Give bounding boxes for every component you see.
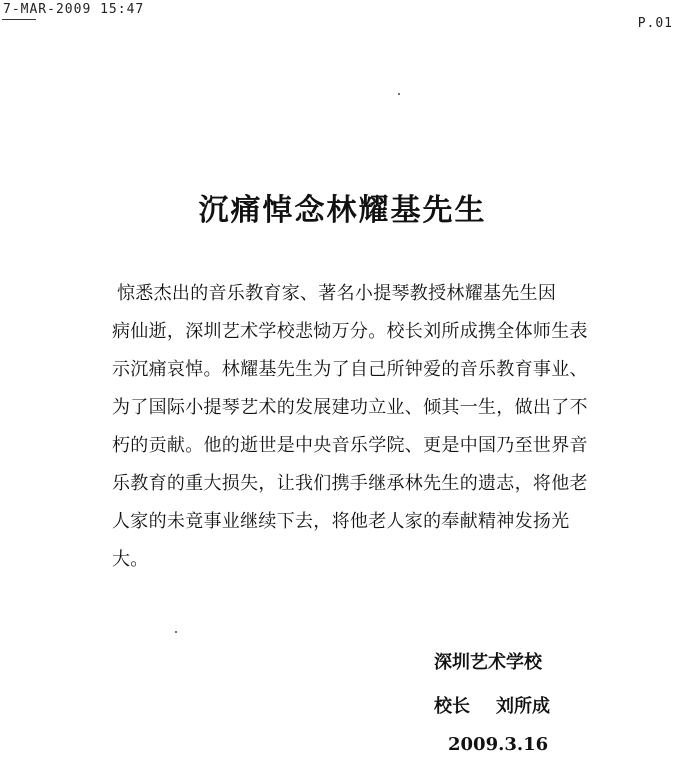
memorial-body [112,275,632,579]
signature-name: 刘所成 [496,696,550,717]
body-line: 为了国际小提琴艺术的发展建功立业、倾其一生，做出了不 [112,397,588,418]
signature-organization: 深圳艺术学校 [434,652,542,673]
signature-date: 2009.3.16 [448,734,549,755]
fax-page-number: P.01 [637,16,673,31]
scan-speck [175,631,177,633]
body-line: 惊悉杰出的音乐教育家、著名小提琴教授林耀基先生因 [117,283,557,304]
fax-underline-mark [2,19,36,20]
body-line: 朽的贡献。他的逝世是中央音乐学院、更是中国乃至世界音 [112,435,588,456]
scan-speck [398,93,400,95]
body-line: 病仙逝，深圳艺术学校悲恸万分。校长刘所成携全体师生表 [112,321,588,342]
body-line: 示沉痛哀悼。林耀基先生为了自己所钟爱的音乐教育事业、 [112,359,588,380]
fax-timestamp: 7-MAR-2009 15:47 [3,2,145,17]
signature-role-row [434,692,550,718]
body-line: 大。 [112,549,149,570]
body-line: 人家的未竟事业继续下去，将他老人家的奉献精神发扬光 [112,511,570,532]
signature-role: 校长 [434,696,470,717]
document-title: 沉痛悼念林耀基先生 [198,193,487,228]
body-line: 乐教育的重大损失，让我们携手继承林先生的遗志，将他老 [112,473,588,494]
